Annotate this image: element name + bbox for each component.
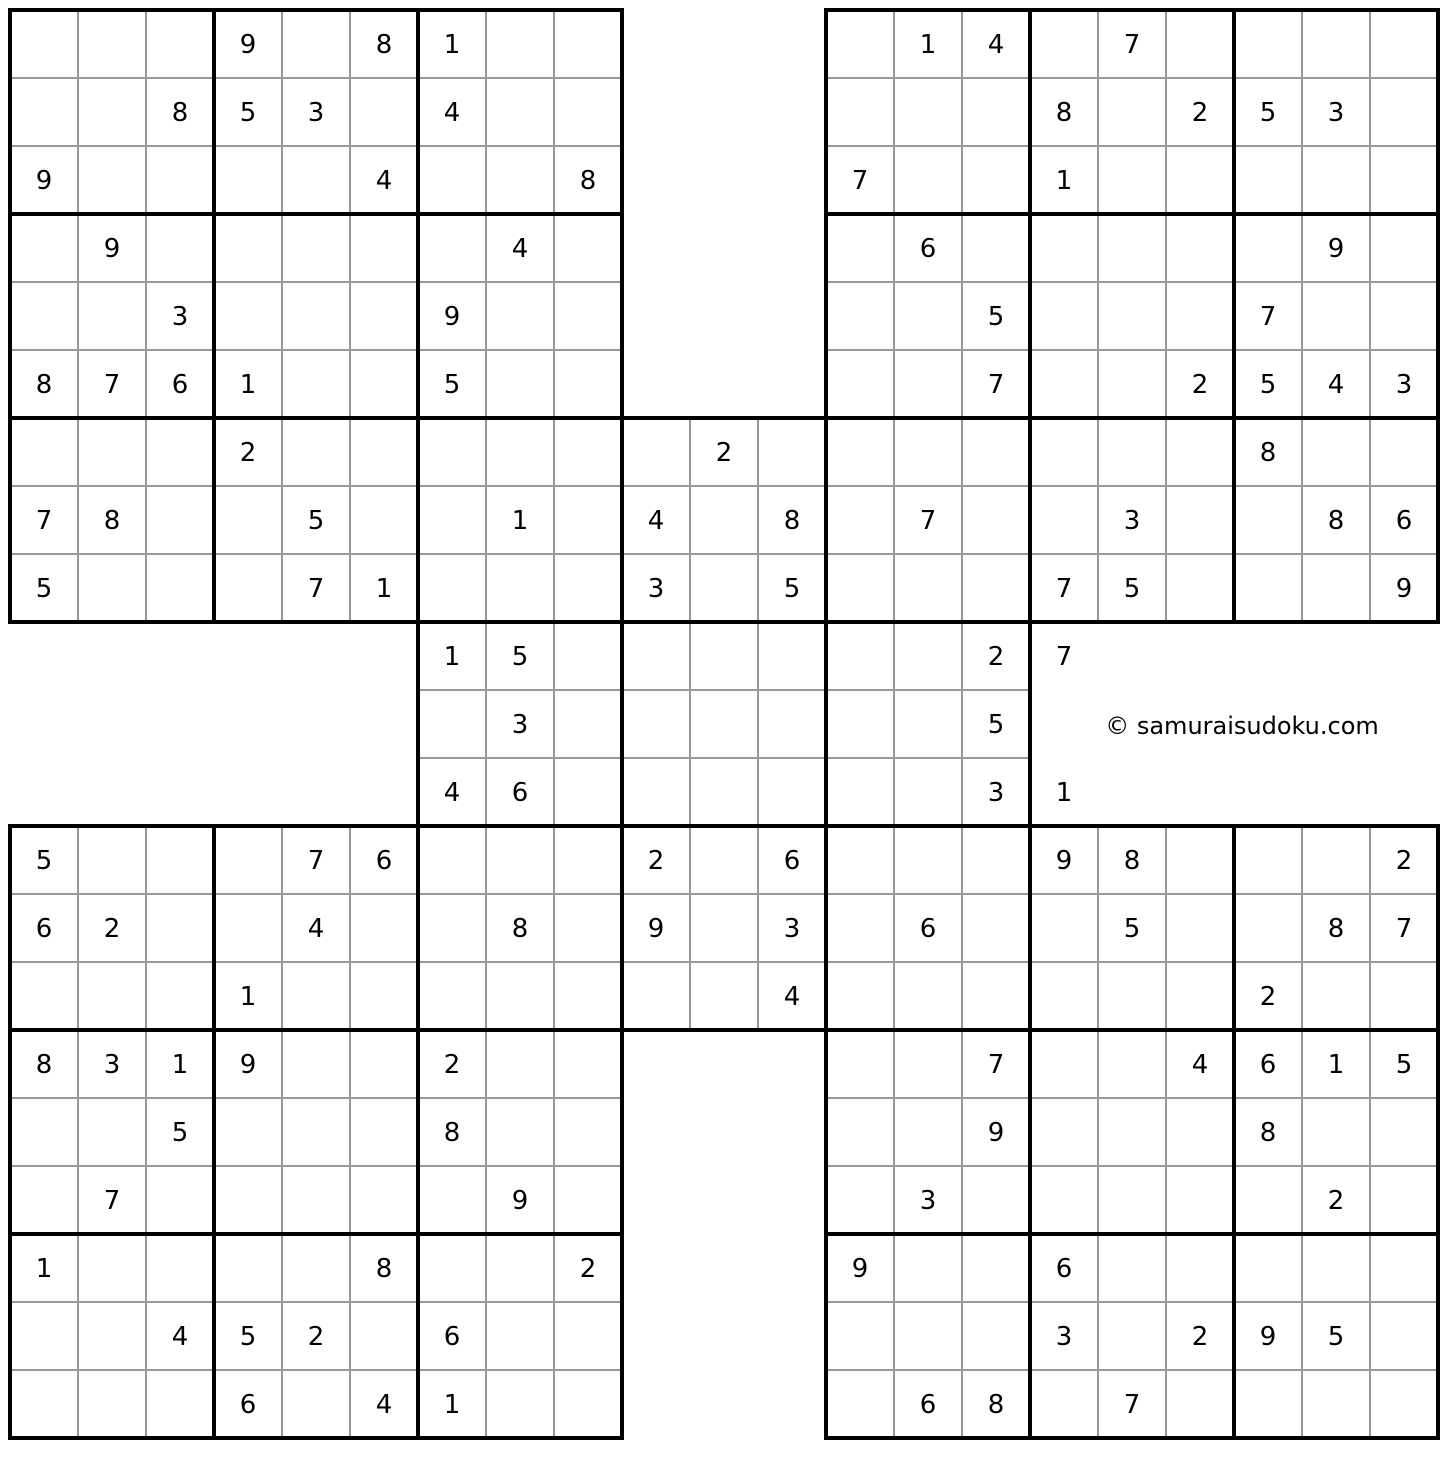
given-digit-r13-c0: 6 xyxy=(35,914,53,944)
given-digit-r6-c3: 2 xyxy=(239,438,257,468)
given-digit-r5-c18: 5 xyxy=(1259,370,1277,400)
given-digit-r12-c9: 2 xyxy=(647,846,665,876)
given-digit-r12-c20: 2 xyxy=(1395,846,1413,876)
given-digit-r19-c2: 4 xyxy=(171,1322,189,1352)
given-digit-r7-c4: 5 xyxy=(307,506,325,536)
given-digit-r20-c14: 8 xyxy=(987,1390,1005,1420)
given-digit-r10-c7: 3 xyxy=(511,710,529,740)
given-digit-r5-c2: 6 xyxy=(171,370,189,400)
given-digit-r8-c11: 5 xyxy=(783,574,801,604)
given-digit-r11-c6: 4 xyxy=(443,778,461,808)
given-digit-r17-c19: 2 xyxy=(1327,1186,1345,1216)
given-digit-r18-c12: 9 xyxy=(851,1254,869,1284)
given-digit-r11-c15: 1 xyxy=(1055,778,1073,808)
given-digit-r14-c11: 4 xyxy=(783,982,801,1012)
given-digit-r15-c6: 2 xyxy=(443,1050,461,1080)
given-digit-r3-c1: 9 xyxy=(103,234,121,264)
given-digit-r13-c16: 5 xyxy=(1123,914,1141,944)
given-digit-r8-c16: 5 xyxy=(1123,574,1141,604)
given-digit-r15-c20: 5 xyxy=(1395,1050,1413,1080)
given-digit-r8-c9: 3 xyxy=(647,574,665,604)
given-digit-r15-c17: 4 xyxy=(1191,1050,1209,1080)
given-digit-r15-c0: 8 xyxy=(35,1050,53,1080)
given-digit-r13-c9: 9 xyxy=(647,914,665,944)
given-digit-r20-c13: 6 xyxy=(919,1390,937,1420)
given-digit-r4-c18: 7 xyxy=(1259,302,1277,332)
given-digit-r8-c15: 7 xyxy=(1055,574,1073,604)
given-digit-r18-c15: 6 xyxy=(1055,1254,1073,1284)
given-digit-r10-c14: 5 xyxy=(987,710,1005,740)
given-digit-r8-c20: 9 xyxy=(1395,574,1413,604)
given-digit-r1-c17: 2 xyxy=(1191,98,1209,128)
given-digit-r19-c19: 5 xyxy=(1327,1322,1345,1352)
given-digit-r13-c20: 7 xyxy=(1395,914,1413,944)
given-digit-r3-c19: 9 xyxy=(1327,234,1345,264)
given-digit-r20-c5: 4 xyxy=(375,1390,393,1420)
given-digit-r5-c14: 7 xyxy=(987,370,1005,400)
given-digit-r2-c8: 8 xyxy=(579,166,597,196)
given-digit-r12-c5: 6 xyxy=(375,846,393,876)
given-digit-r15-c1: 3 xyxy=(103,1050,121,1080)
given-digit-r7-c9: 4 xyxy=(647,506,665,536)
given-digit-r1-c2: 8 xyxy=(171,98,189,128)
given-digit-r12-c16: 8 xyxy=(1123,846,1141,876)
given-digit-r2-c5: 4 xyxy=(375,166,393,196)
given-digit-r14-c18: 2 xyxy=(1259,982,1277,1012)
given-digit-r15-c18: 6 xyxy=(1259,1050,1277,1080)
given-digit-r8-c0: 5 xyxy=(35,574,53,604)
given-digit-r2-c0: 9 xyxy=(35,166,53,196)
given-digit-r9-c7: 5 xyxy=(511,642,529,672)
given-digit-r9-c6: 1 xyxy=(443,642,461,672)
given-digit-r5-c6: 5 xyxy=(443,370,461,400)
given-digit-r19-c18: 9 xyxy=(1259,1322,1277,1352)
given-digit-r13-c4: 4 xyxy=(307,914,325,944)
given-digit-r15-c3: 9 xyxy=(239,1050,257,1080)
given-digit-r19-c17: 2 xyxy=(1191,1322,1209,1352)
given-digit-r15-c19: 1 xyxy=(1327,1050,1345,1080)
given-digit-r1-c4: 3 xyxy=(307,98,325,128)
given-digit-r17-c1: 7 xyxy=(103,1186,121,1216)
given-digit-r11-c14: 3 xyxy=(987,778,1005,808)
given-digit-r18-c5: 8 xyxy=(375,1254,393,1284)
given-digit-r1-c3: 5 xyxy=(239,98,257,128)
given-digit-r1-c19: 3 xyxy=(1327,98,1345,128)
given-digit-r0-c6: 1 xyxy=(443,30,461,60)
given-digit-r20-c3: 6 xyxy=(239,1390,257,1420)
given-digit-r7-c20: 6 xyxy=(1395,506,1413,536)
given-digit-r3-c13: 6 xyxy=(919,234,937,264)
given-digit-r4-c14: 5 xyxy=(987,302,1005,332)
given-digit-r7-c7: 1 xyxy=(511,506,529,536)
given-digit-r20-c16: 7 xyxy=(1123,1390,1141,1420)
given-digit-r7-c16: 3 xyxy=(1123,506,1141,536)
given-digit-r17-c7: 9 xyxy=(511,1186,529,1216)
given-digit-r6-c10: 2 xyxy=(715,438,733,468)
given-digit-r2-c12: 7 xyxy=(851,166,869,196)
given-digit-r9-c15: 7 xyxy=(1055,642,1073,672)
given-digit-r11-c7: 6 xyxy=(511,778,529,808)
given-digit-r5-c20: 3 xyxy=(1395,370,1413,400)
given-digit-r5-c19: 4 xyxy=(1327,370,1345,400)
given-digit-r1-c6: 4 xyxy=(443,98,461,128)
given-digit-r8-c4: 7 xyxy=(307,574,325,604)
copyright-credit: © samuraisudoku.com xyxy=(1105,712,1379,740)
given-digit-r9-c14: 2 xyxy=(987,642,1005,672)
given-digit-r13-c19: 8 xyxy=(1327,914,1345,944)
given-digit-r5-c3: 1 xyxy=(239,370,257,400)
given-digit-r12-c11: 6 xyxy=(783,846,801,876)
given-digit-r7-c1: 8 xyxy=(103,506,121,536)
given-digit-r19-c6: 6 xyxy=(443,1322,461,1352)
given-digit-r3-c7: 4 xyxy=(511,234,529,264)
given-digit-r15-c2: 1 xyxy=(171,1050,189,1080)
given-digit-r12-c0: 5 xyxy=(35,846,53,876)
given-digit-r16-c18: 8 xyxy=(1259,1118,1277,1148)
given-digit-r0-c13: 1 xyxy=(919,30,937,60)
given-digit-r13-c7: 8 xyxy=(511,914,529,944)
given-digit-r6-c18: 8 xyxy=(1259,438,1277,468)
given-digit-r16-c2: 5 xyxy=(171,1118,189,1148)
given-digit-r19-c4: 2 xyxy=(307,1322,325,1352)
given-digit-r0-c16: 7 xyxy=(1123,30,1141,60)
given-digit-r12-c15: 9 xyxy=(1055,846,1073,876)
given-digit-r0-c5: 8 xyxy=(375,30,393,60)
given-digit-r0-c3: 9 xyxy=(239,30,257,60)
given-digit-r7-c19: 8 xyxy=(1327,506,1345,536)
given-digit-r1-c18: 5 xyxy=(1259,98,1277,128)
given-digit-r20-c6: 1 xyxy=(443,1390,461,1420)
given-digit-r14-c3: 1 xyxy=(239,982,257,1012)
given-digit-r12-c4: 7 xyxy=(307,846,325,876)
given-digit-r1-c15: 8 xyxy=(1055,98,1073,128)
given-digit-r0-c14: 4 xyxy=(987,30,1005,60)
given-digit-r19-c3: 5 xyxy=(239,1322,257,1352)
given-digit-r7-c13: 7 xyxy=(919,506,937,536)
given-digit-r19-c15: 3 xyxy=(1055,1322,1073,1352)
given-digit-r17-c13: 3 xyxy=(919,1186,937,1216)
given-digit-r5-c0: 8 xyxy=(35,370,53,400)
given-digit-r2-c15: 1 xyxy=(1055,166,1073,196)
given-digit-r5-c17: 2 xyxy=(1191,370,1209,400)
given-digit-r18-c8: 2 xyxy=(579,1254,597,1284)
given-digit-r15-c14: 7 xyxy=(987,1050,1005,1080)
given-digit-r4-c2: 3 xyxy=(171,302,189,332)
given-digit-r16-c6: 8 xyxy=(443,1118,461,1148)
given-digit-r7-c0: 7 xyxy=(35,506,53,536)
given-digit-r13-c11: 3 xyxy=(783,914,801,944)
given-digit-r5-c1: 7 xyxy=(103,370,121,400)
given-digit-r13-c13: 6 xyxy=(919,914,937,944)
given-digit-r4-c6: 9 xyxy=(443,302,461,332)
given-digit-r7-c11: 8 xyxy=(783,506,801,536)
given-digit-r18-c0: 1 xyxy=(35,1254,53,1284)
given-digit-r16-c14: 9 xyxy=(987,1118,1005,1148)
given-digit-r8-c5: 1 xyxy=(375,574,393,604)
given-digit-r13-c1: 2 xyxy=(103,914,121,944)
